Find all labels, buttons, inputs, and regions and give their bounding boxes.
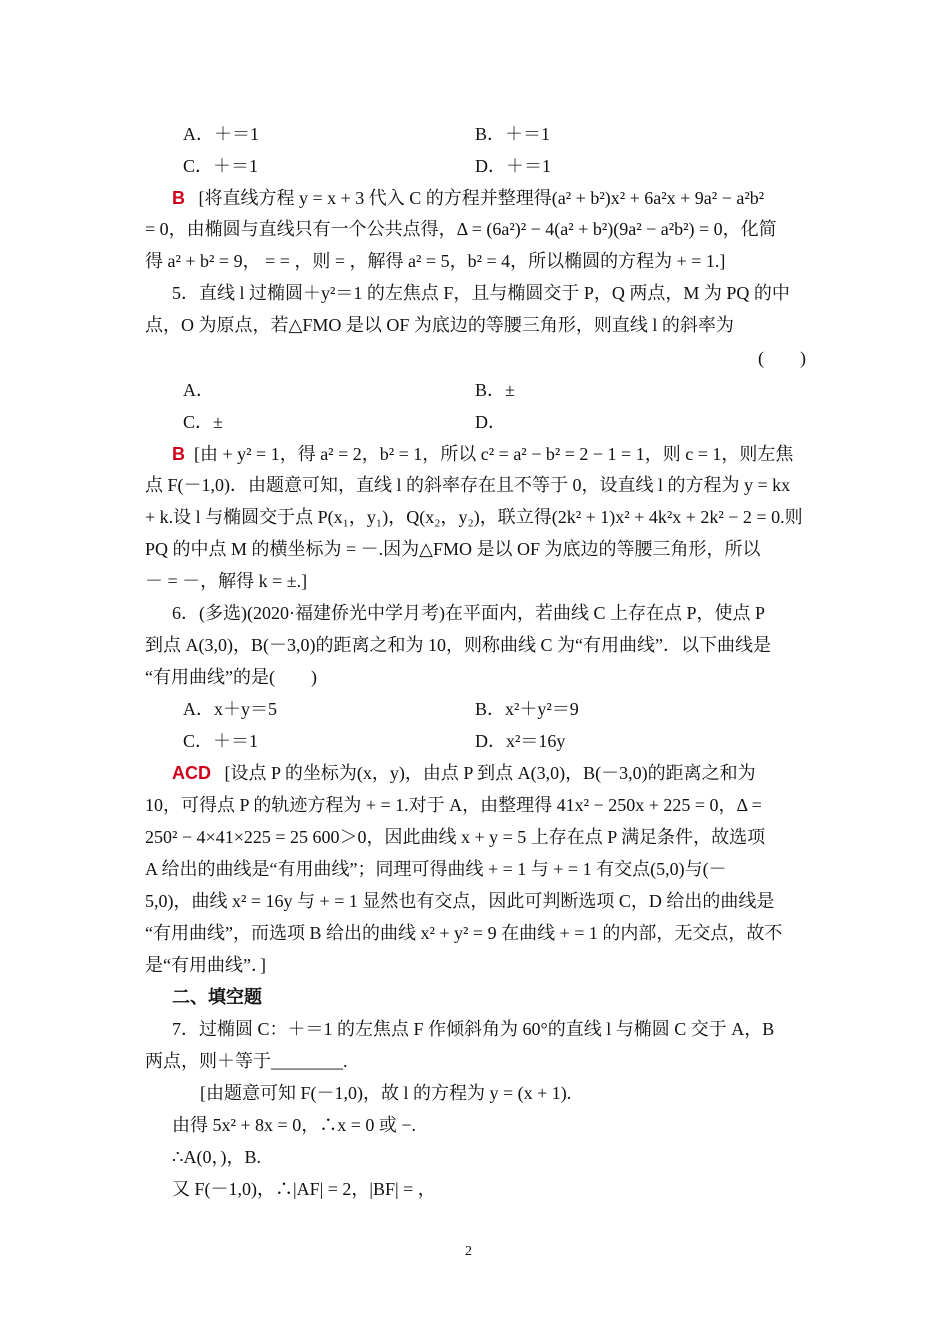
q6-solution-line-6: “有用曲线”，而选项 B 给出的曲线 x² + y² = 9 在曲线 + = 1 的内部，无交点，故不 <box>145 923 783 943</box>
q6-option-b: B．x²＋y²＝9 <box>475 699 579 719</box>
q5-solution-line-2: 点 F(－1,0)．由题意可知，直线 l 的斜率存在且不等于 0，设直线 l 的方程为 y = kx <box>145 475 791 495</box>
q5-answer-parentheses: ( ) <box>758 348 806 368</box>
q7-stem-line-1: 7．过椭圆 C：＋＝1 的左焦点 F 作倾斜角为 60°的直线 l 与椭圆 C 交于 A，B <box>172 1019 775 1039</box>
q6-answer: ACD <box>172 763 211 783</box>
q6-stem-line-1: 6．(多选)(2020·福建侨光中学月考)在平面内，若曲线 C 上存在点 P，使点 P <box>172 603 765 623</box>
page-number: 2 <box>465 1244 472 1259</box>
q4-answer: B <box>172 188 185 208</box>
q6-solution-line-1: ACD [设点 P 的坐标为(x，y)，由点 P 到点 A(3,0)，B(－3,0)的距离之和为 <box>172 763 756 783</box>
q4-option-c: C．＋＝1 <box>183 156 259 176</box>
q5-solution-line-3: + k.设 l 与椭圆交于点 P(x₁，y₁)，Q(x₂，y₂)，联立得(2k² + 1)x² + 4k²x + 2k² − 2 = 0.则 <box>145 507 803 527</box>
q4-solution-line-1: B [将直线方程 y = x + 3 代入 C 的方程并整理得(a² + b²)x² + 6a²x + 9a² − a²b² <box>172 188 765 208</box>
q6-solution-line-7: 是“有用曲线”．] <box>145 955 266 975</box>
q7-solution-line-1: [由题意可知 F(－1,0)，故 l 的方程为 y = (x + 1). <box>200 1083 572 1103</box>
q5-option-c: C．± <box>183 412 223 432</box>
q5-solution-line-5: － = －，解得 k = ±.] <box>145 571 308 591</box>
q6-solution-line-5: 5,0)，曲线 x² = 16y 与 + = 1 显然也有交点，因此可判断选项 C，D 给出的曲线是 <box>145 891 775 911</box>
q7-solution-line-4: 又 F(－1,0)，∴|AF| = 2，|BF| = ， <box>172 1179 436 1199</box>
q4-solution-line-3: 得 a² + b² = 9， = = ，则 = ，解得 a² = 5，b² = 4，所以椭圆的方程为 + = 1.] <box>145 251 726 271</box>
q4-option-b: B．＋＝1 <box>475 124 551 144</box>
q5-option-b: B．± <box>475 380 515 400</box>
q5-stem-line-2: 点，O 为原点，若△FMO 是以 OF 为底边的等腰三角形，则直线 l 的斜率为 <box>145 315 734 335</box>
q7-solution-line-3: ∴A(0，)，B. <box>172 1147 261 1167</box>
q6-option-c: C．＋＝1 <box>183 731 259 751</box>
q6-option-a: A．x＋y＝5 <box>183 699 277 719</box>
q4-option-d: D．＋＝1 <box>475 156 551 176</box>
q5-solution-line-1: B [由 + y² = 1，得 a² = 2，b² = 1，所以 c² = a² − b² = 2 − 1 = 1，则 c = 1，则左焦 <box>172 444 794 464</box>
q5-solution-line-4: PQ 的中点 M 的横坐标为 = －.因为△FMO 是以 OF 为底边的等腰三角形，所以 <box>145 539 761 559</box>
q5-option-d: D． <box>475 412 506 432</box>
q4-option-a: A．＋＝1 <box>183 124 259 144</box>
q5-answer: B <box>172 444 185 464</box>
q7-solution-line-2: 由得 5x² + 8x = 0，∴x = 0 或 −. <box>172 1115 417 1135</box>
q7-stem-line-2: 两点，则＋等于________. <box>145 1051 348 1071</box>
q6-stem-line-2: 到点 A(3,0)，B(－3,0)的距离之和为 10，则称曲线 C 为“有用曲线”．以下曲线是 <box>145 635 771 655</box>
q6-option-d: D．x²＝16y <box>475 731 566 751</box>
q5-stem-line-1: 5．直线 l 过椭圆＋y²＝1 的左焦点 F，且与椭圆交于 P，Q 两点，M 为 PQ 的中 <box>172 283 790 303</box>
q4-solution-line-2: = 0，由椭圆与直线只有一个公共点得，Δ = (6a²)² − 4(a² + b²)(9a² − a²b²) = 0，化简 <box>145 219 777 239</box>
q6-solution-line-3: 250² − 4×41×225 = 25 600＞0，因此曲线 x + y = 5 上存在点 P 满足条件，故选项 <box>145 827 766 847</box>
q5-option-a: A． <box>183 380 214 400</box>
q6-stem-line-3: “有用曲线”的是( ) <box>145 667 317 687</box>
q6-solution-line-4: A 给出的曲线是“有用曲线”；同理可得曲线 + = 1 与 + = 1 有交点(5,0)与(－ <box>145 859 727 879</box>
q6-solution-line-2: 10，可得点 P 的轨迹方程为 + = 1.对于 A，由整理得 41x² − 250x + 225 = 0，Δ = <box>145 795 762 815</box>
section-heading: 二、填空题 <box>172 987 262 1007</box>
